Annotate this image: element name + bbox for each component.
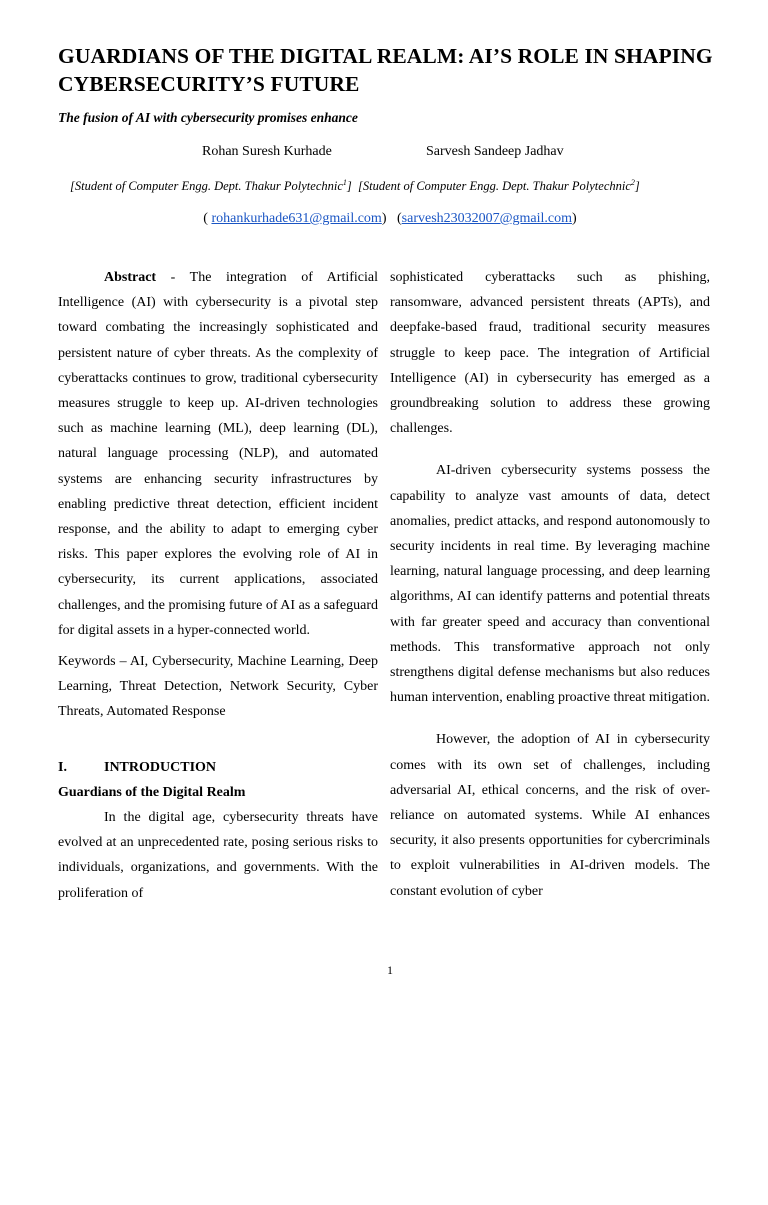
- intro-paragraph-3: However, the adoption of AI in cybersecurity comes with its own set of challenges, including adversarial AI, ethical concerns, and the risk of over-reliance on automated systems. While AI enhances security, it also presents opportunities for cybercriminals to exploit vulnerabilities in AI-driven models. The constant evolution of cyber: [390, 732, 710, 899]
- subsection-heading: Guardians of the Digital Realm: [58, 784, 246, 800]
- affiliation-1-sup: 1: [342, 178, 347, 187]
- left-column: [58, 265, 378, 906]
- paper-title: GUARDIANS OF THE DIGITAL REALM: AI’S ROLE IN SHAPING CYBERSECURITY’S FUTURE: [58, 44, 713, 96]
- author-name-2: Sarvesh Sandeep Jadhav: [426, 144, 564, 159]
- affiliation-1: Student of Computer Engg. Dept. Thakur Polytechnic: [74, 179, 343, 194]
- section-title: INTRODUCTION: [104, 759, 217, 775]
- affiliation-2-sup: 2: [630, 178, 635, 187]
- affiliations: [Student of Computer Engg. Dept. Thakur Polytechnic$^1$] [Student of Computer Engg. Dept. Thakur Polytechnic$^2$]: [70, 178, 640, 194]
- keywords: Keywords – AI, Cybersecurity, Machine Learning, Deep Learning, Threat Detection, Network Security, Cyber Threats, Automated Response: [58, 654, 378, 720]
- author-name-1: Rohan Suresh Kurhade: [202, 144, 332, 159]
- right-column: [390, 265, 710, 1205]
- affiliation-2: Student of Computer Engg. Dept. Thakur Polytechnic: [362, 179, 631, 194]
- abstract: [58, 265, 378, 643]
- email-link-2[interactable]: sarvesh23032007@gmail.com: [401, 211, 573, 226]
- intro-paragraph-2: AI-driven cybersecurity systems possess the capability to analyze vast amounts of data, detect anomalies, predict attacks, and respond autonomously to security incidents in real time. By leveraging machine learning, natural language processing, and deep learning algorithms, AI can identify patterns and potential threats with far greater speed and accuracy than conventional methods. This transformative approach not only strengthens digital defense mechanisms but also reduces human intervention, enabling proactive threat mitigation.: [390, 463, 710, 706]
- email-link-1[interactable]: rohankurhade631@gmail.com: [211, 211, 382, 226]
- section-number: I.: [58, 759, 67, 775]
- section-heading: [58, 755, 378, 780]
- paper-subtitle: The fusion of AI with cybersecurity promises enhance: [58, 110, 358, 125]
- abstract-text: - The integration of Artificial Intelligence (AI) with cybersecurity is a pivotal step toward combating the increasingly sophisticated and persistent nature of cyber threats. As the complexity of cyberattacks continues to grow, traditional cybersecurity measures struggle to keep up. AI-driven technologies such as machine learning (ML), deep learning (DL), natural language processing (NLP), and automated systems are enhancing security infrastructures by enabling predictive threat detection, efficient incident response, and the ability to adapt to emerging cyber risks. This paper explores the evolving role of AI in cybersecurity, its current applications, associated challenges, and the promising future of AI as a safeguard for digital assets in a hyper-connected world.: [58, 270, 378, 638]
- author-emails: ( rohankurhade631@gmail.com) (sarvesh23032007@gmail.com): [203, 211, 577, 226]
- page-number: 1: [387, 963, 393, 977]
- intro-paragraph-1-start: In the digital age, cybersecurity threats have evolved at an unprecedented rate, posing serious risks to individuals, organizations, and governments. With the proliferation of: [58, 810, 378, 901]
- intro-paragraph-1-cont: sophisticated cyberattacks such as phishing, ransomware, advanced persistent threats (APTs), and deepfake-based fraud, traditional security measures struggle to keep pace. The integration of Artificial Intelligence (AI) in cybersecurity has emerged as a groundbreaking solution to address these growing challenges.: [390, 270, 710, 437]
- abstract-label: Abstract: [104, 270, 157, 285]
